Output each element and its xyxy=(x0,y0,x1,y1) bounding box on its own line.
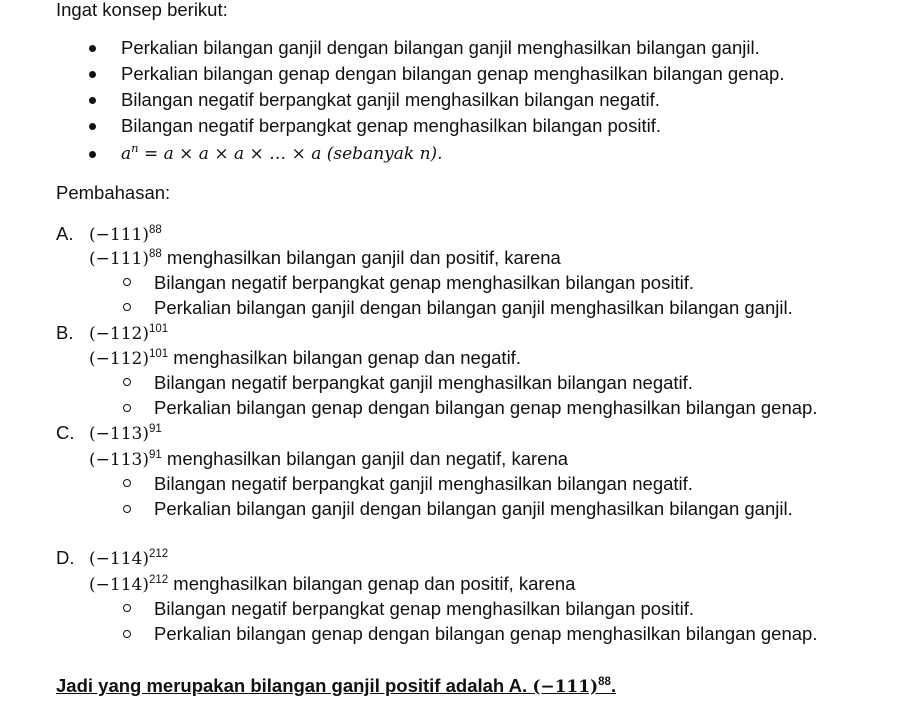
conclusion-text: Jadi yang merupakan bilangan ganjil positif adalah A. xyxy=(56,675,533,696)
bullet-dot xyxy=(89,71,96,78)
circle-bullet xyxy=(123,278,131,286)
option-reason: Bilangan negatif berpangkat ganjil menghasilkan bilangan negatif. xyxy=(154,473,693,494)
option-statement: $(-112)^{101}$ menghasilkan bilangan genap dan negatif. xyxy=(89,347,521,369)
circle-bullet xyxy=(123,303,131,311)
option-reason: Perkalian bilangan genap dengan bilangan genap menghasilkan bilangan genap. xyxy=(154,397,818,418)
conclusion xyxy=(56,675,616,698)
option-letter: B. xyxy=(56,322,74,343)
formula-base: a xyxy=(121,144,132,164)
conclusion-base: (−111) xyxy=(532,677,599,697)
circle-bullet xyxy=(123,479,131,487)
option-reason: Perkalian bilangan genap dengan bilangan genap menghasilkan bilangan genap. xyxy=(154,623,818,644)
option-reason: Bilangan negatif berpangkat genap menghasilkan bilangan positif. xyxy=(154,598,694,619)
option-letter: A. xyxy=(56,223,74,244)
option-statement: $(-113)^{91}$ menghasilkan bilangan ganjil dan negatif, karena xyxy=(89,448,569,470)
bullet-dot xyxy=(89,45,96,52)
circle-bullet xyxy=(123,404,131,412)
discussion-title: Pembahasan: xyxy=(56,182,171,203)
option-expression: $(-113)^{91}$ xyxy=(89,423,162,444)
concept-bullet: Perkalian bilangan ganjil dengan bilangan ganjil menghasilkan bilangan ganjil. xyxy=(121,37,760,58)
option-letter: D. xyxy=(56,547,75,568)
circle-bullet xyxy=(123,630,131,638)
option-reason: Bilangan negatif berpangkat genap menghasilkan bilangan positif. xyxy=(154,272,694,293)
conclusion-exponent: 88 xyxy=(598,676,611,688)
concept-bullet: Bilangan negatif berpangkat ganjil menghasilkan bilangan negatif. xyxy=(121,89,660,110)
option-statement: $(-111)^{88}$ menghasilkan bilangan ganjil dan positif, karena xyxy=(89,247,561,269)
bullet-dot xyxy=(89,123,96,130)
option-expression: $(-111)^{88}$ xyxy=(89,224,162,245)
bullet-dot xyxy=(89,97,96,104)
circle-bullet xyxy=(123,505,131,513)
formula-exponent: n xyxy=(131,141,139,155)
concept-bullet: Perkalian bilangan genap dengan bilangan genap menghasilkan bilangan genap. xyxy=(121,63,785,84)
option-reason: Bilangan negatif berpangkat ganjil menghasilkan bilangan negatif. xyxy=(154,372,693,393)
power-formula xyxy=(121,143,443,165)
option-expression: $(-114)^{212}$ xyxy=(89,548,169,569)
concept-bullet: Bilangan negatif berpangkat genap menghasilkan bilangan positif. xyxy=(121,115,661,136)
option-expression: $(-112)^{101}$ xyxy=(89,323,169,344)
option-letter: C. xyxy=(56,422,75,443)
intro-title: Ingat konsep berikut: xyxy=(56,0,228,20)
formula-rhs: = a × a × a × … × a (sebanyak n). xyxy=(138,144,443,164)
option-reason: Perkalian bilangan ganjil dengan bilangan ganjil menghasilkan bilangan ganjil. xyxy=(154,498,793,519)
circle-bullet xyxy=(123,604,131,612)
bullet-dot xyxy=(89,151,96,158)
conclusion-end: . xyxy=(610,675,617,696)
circle-bullet xyxy=(123,378,131,386)
option-reason: Perkalian bilangan ganjil dengan bilangan ganjil menghasilkan bilangan ganjil. xyxy=(154,297,793,318)
option-statement: $(-114)^{212}$ menghasilkan bilangan genap dan positif, karena xyxy=(89,573,576,595)
